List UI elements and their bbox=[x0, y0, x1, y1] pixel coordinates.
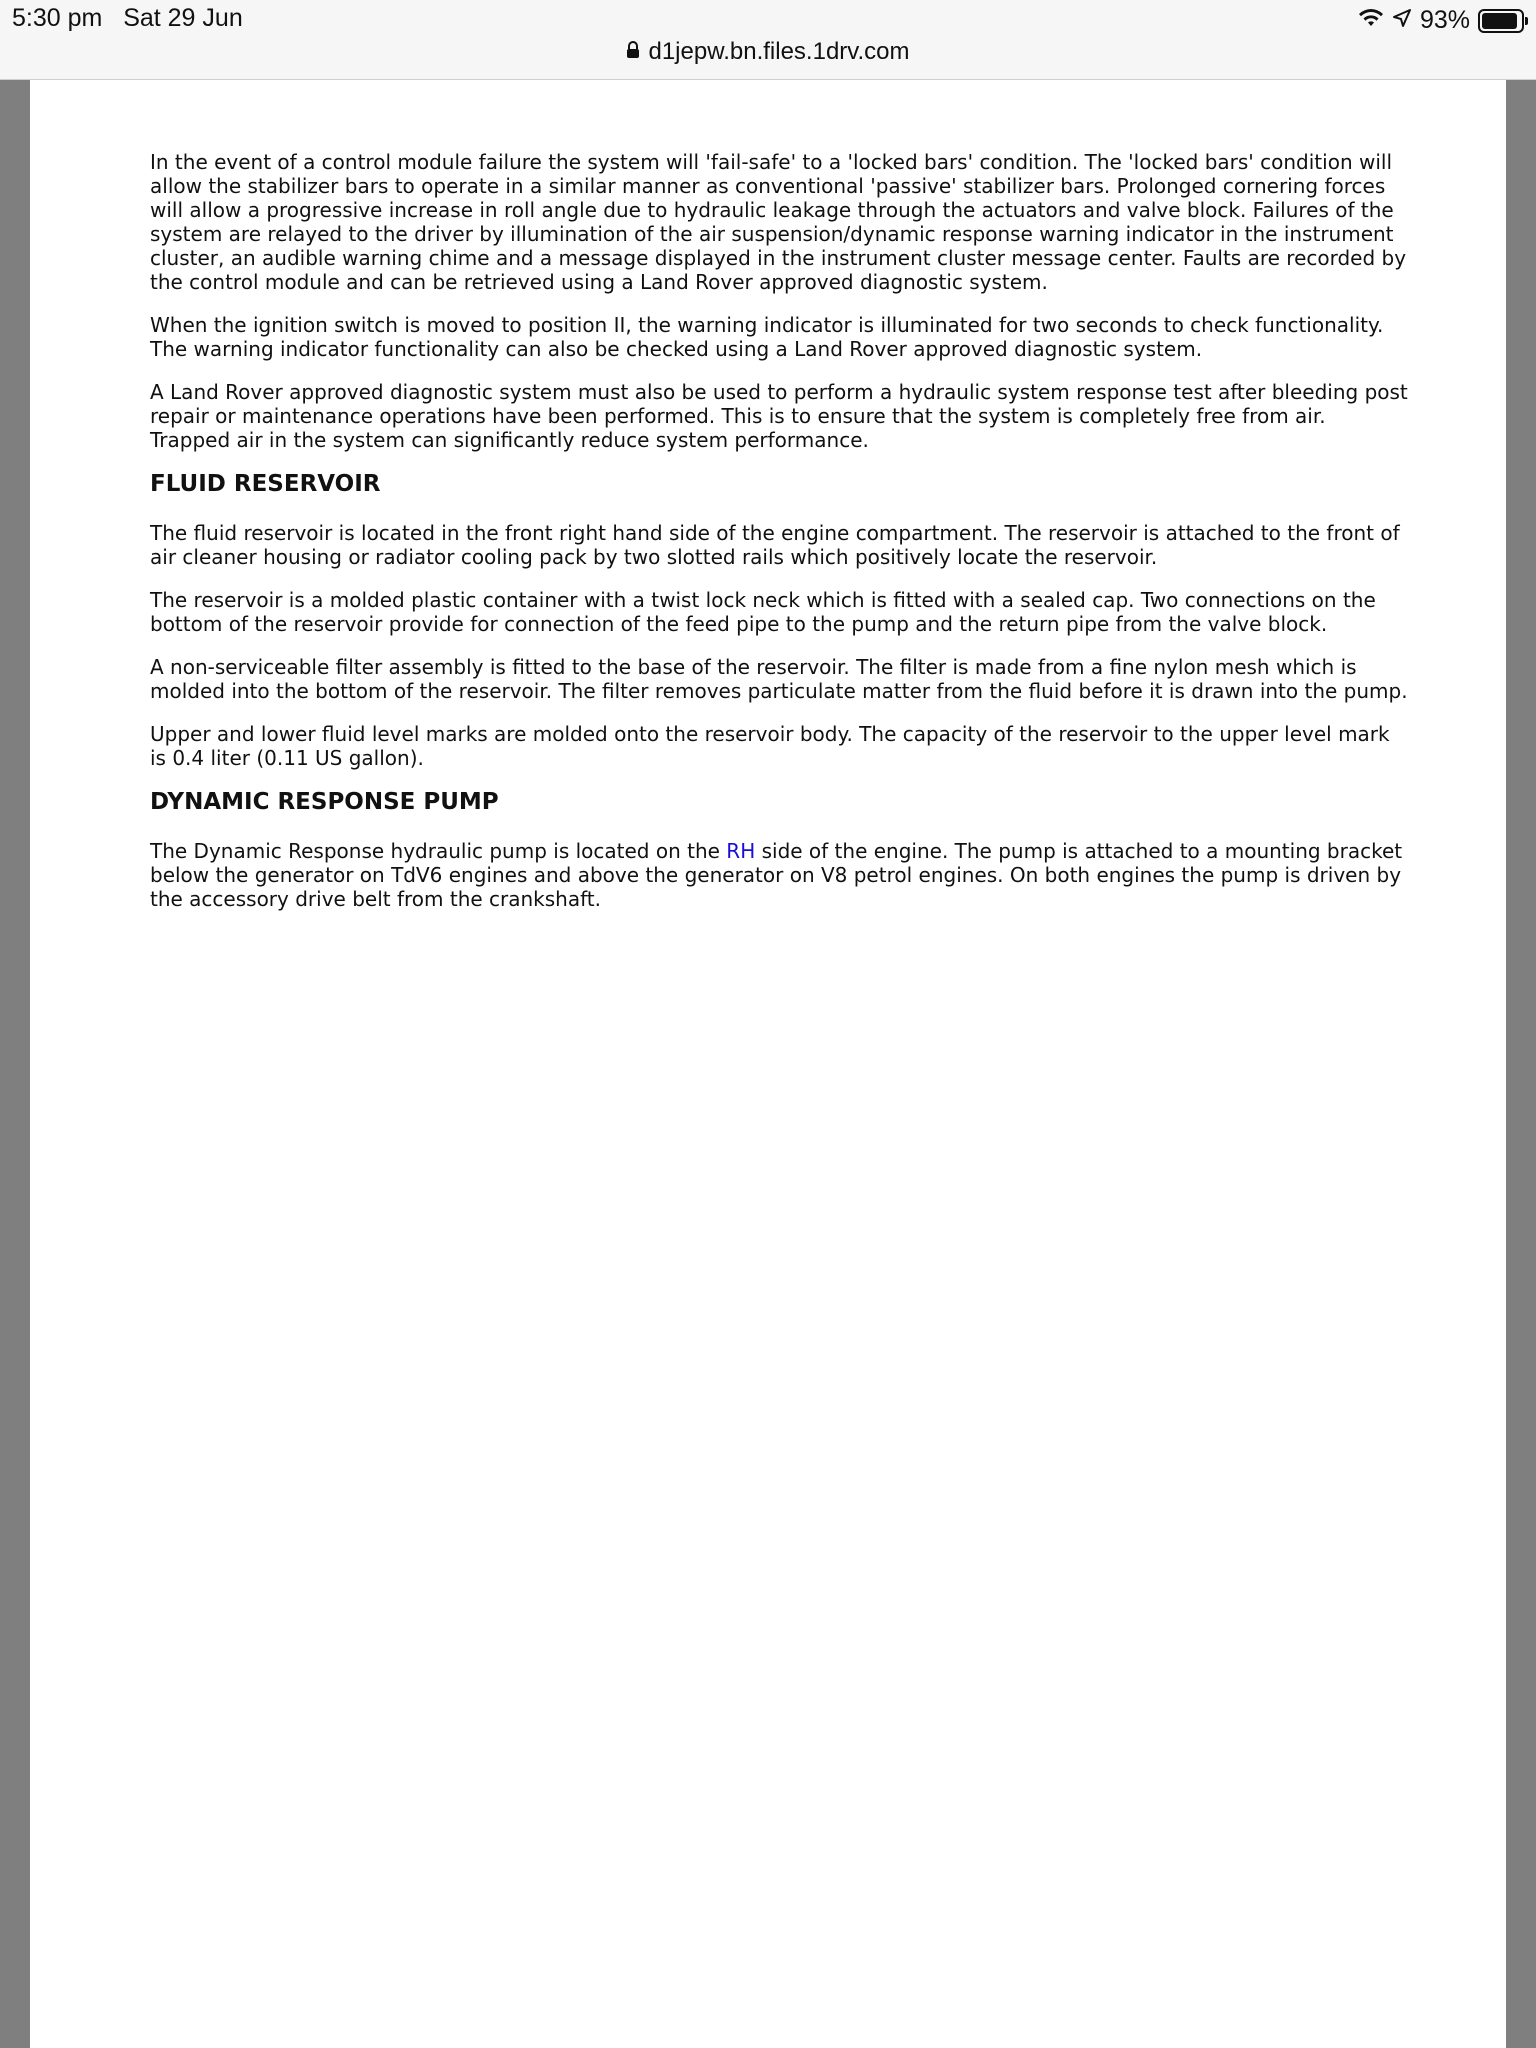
pump-text-before-link: The Dynamic Response hydraulic pump is located on the bbox=[150, 839, 727, 863]
url-text[interactable]: d1jepw.bn.files.1drv.com bbox=[648, 38, 910, 65]
intro-paragraph-1: In the event of a control module failure the system will 'fail-safe' to a 'locked bars' condition. The 'locked bars' condition will allow the stabilizer bars to operate in a similar manner as conventional 'passive' stabilizer bars. Prolonged cornering forces will allow a progressive increase in roll angle due to hydraulic leakage through the actuators and valve block. Failures of the system are relayed to the driver by illumination of the air suspension/dynamic response warning indicator in the instrument cluster, an audible warning chime and a message displayed in the instrument cluster message center. Faults are recorded by the control module and can be retrieved using a Land Rover approved diagnostic system. bbox=[150, 150, 1407, 294]
status-time: 5:30 pm bbox=[12, 4, 103, 32]
dynamic-response-pump-paragraph bbox=[150, 839, 1410, 911]
fluid-reservoir-paragraph-1: The fluid reservoir is located in the front right hand side of the engine compartment. The reservoir is attached to the front of air cleaner housing or radiator cooling pack by two slotted rails which positively locate the reservoir. bbox=[150, 521, 1400, 569]
location-icon bbox=[1392, 6, 1412, 35]
document-page bbox=[30, 80, 1506, 2048]
battery-fill bbox=[1482, 13, 1517, 29]
fluid-reservoir-heading: FLUID RESERVOIR bbox=[150, 471, 381, 497]
intro-paragraph-2: When the ignition switch is moved to position II, the warning indicator is illuminated for two seconds to check functionality. The warning indicator functionality can also be checked using a Land Rover approved diagnostic system. bbox=[150, 313, 1384, 361]
intro-paragraph-3: A Land Rover approved diagnostic system must also be used to perform a hydraulic system response test after bleeding post repair or maintenance operations have been performed. This is to ensure that the system is completely free from air. Trapped air in the system can significantly reduce system performance. bbox=[150, 380, 1408, 452]
dynamic-response-pump-heading: DYNAMIC RESPONSE PUMP bbox=[150, 789, 499, 815]
top-bar bbox=[0, 0, 1536, 80]
fluid-reservoir-paragraph-4: Upper and lower fluid level marks are molded onto the reservoir body. The capacity of the reservoir to the upper level mark is 0.4 liter (0.11 US gallon). bbox=[150, 722, 1390, 770]
status-date: Sat 29 Jun bbox=[123, 4, 243, 32]
rh-link[interactable]: RH bbox=[726, 839, 756, 863]
battery-percent: 93% bbox=[1419, 6, 1470, 34]
status-clock bbox=[12, 4, 243, 33]
wifi-icon bbox=[1358, 6, 1384, 35]
fluid-reservoir-paragraph-2: The reservoir is a molded plastic container with a twist lock neck which is fitted with a sealed cap. Two connections on the bottom of the reservoir provide for connection of the feed pipe to the pump and the return pipe from the valve block. bbox=[150, 588, 1376, 636]
status-indicators bbox=[1358, 6, 1524, 35]
pump-text-after-link: side of the engine. The pump is attached to a mounting bracket below the generator on TdV6 engines and above the generator on V8 petrol engines. On both engines the pump is driven by the accessory drive belt from the crankshaft. bbox=[150, 839, 1403, 911]
document-content bbox=[150, 150, 1410, 930]
lock-icon bbox=[626, 38, 640, 66]
battery-icon bbox=[1478, 9, 1524, 33]
address-bar[interactable] bbox=[0, 38, 1536, 66]
battery-tip bbox=[1525, 17, 1528, 25]
fluid-reservoir-paragraph-3: A non-serviceable filter assembly is fitted to the base of the reservoir. The filter is made from a fine nylon mesh which is molded into the bottom of the reservoir. The filter removes particulate matter from the fluid before it is drawn into the pump. bbox=[150, 655, 1408, 703]
